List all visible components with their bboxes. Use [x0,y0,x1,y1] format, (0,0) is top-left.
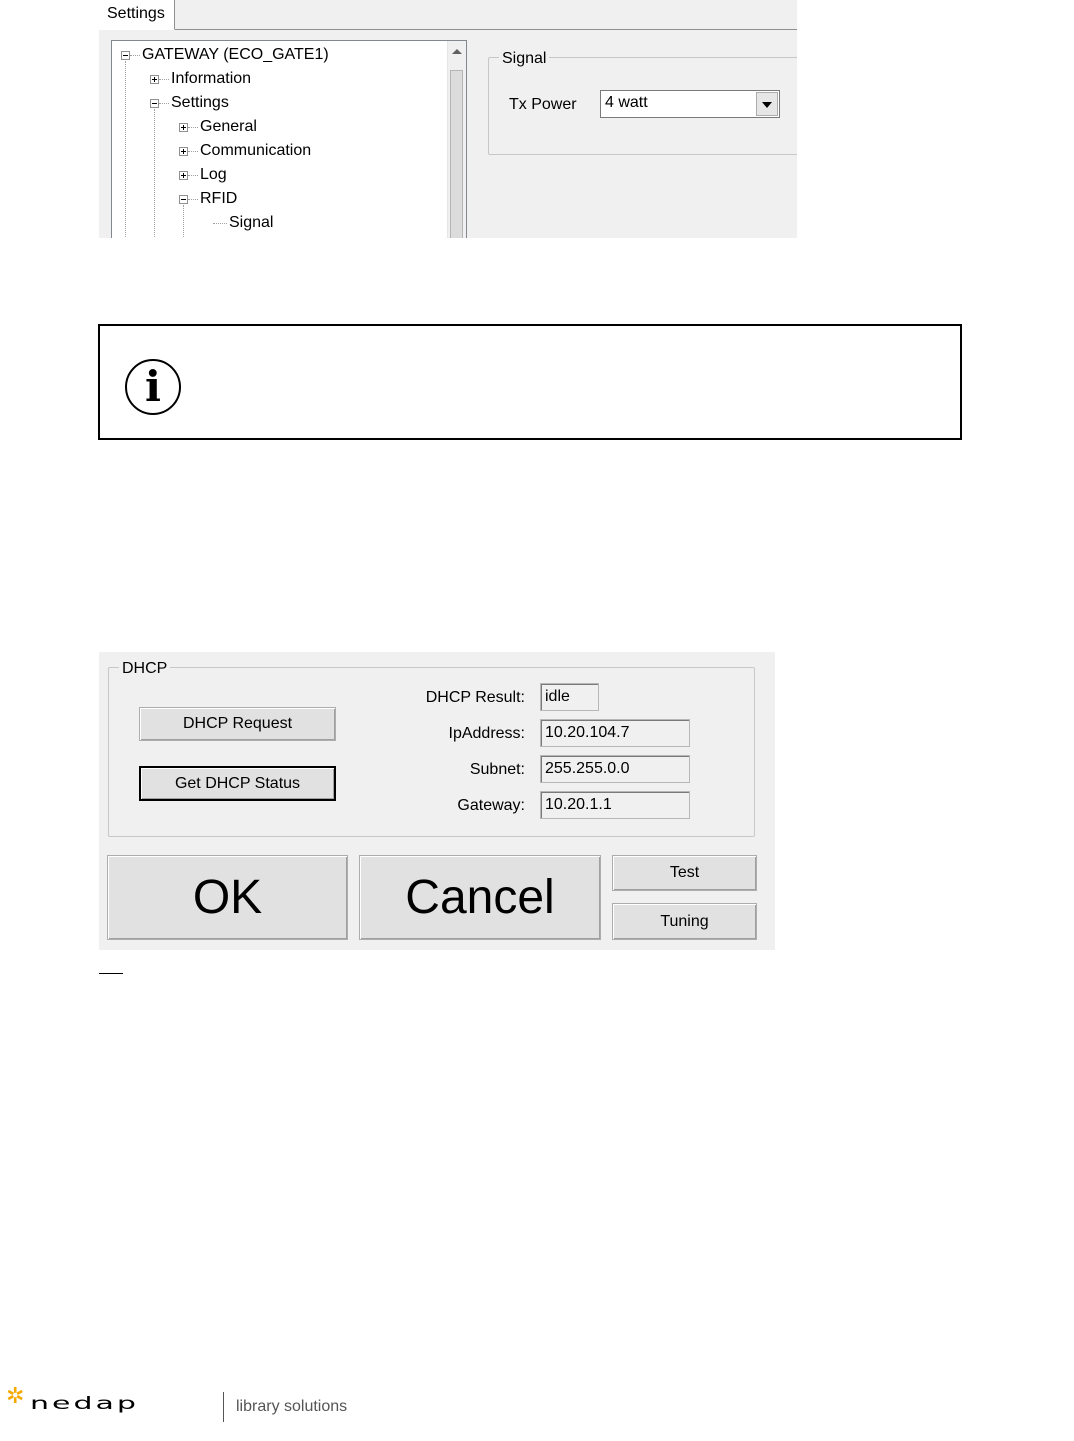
tab-divider [175,29,797,30]
dhcp-result-label: DHCP Result: [425,689,525,706]
scroll-thumb[interactable] [450,70,463,238]
tree-line [154,109,155,238]
logo-separator [223,1392,224,1422]
tx-power-label: Tx Power [509,96,577,113]
tx-power-select[interactable] [600,90,780,118]
expand-icon[interactable] [179,147,188,156]
tree-item-general[interactable]: General [200,118,257,135]
settings-tree [111,40,467,238]
logo-tagline: library solutions [236,1398,348,1415]
tree-line [188,199,198,200]
tree-line [125,61,126,238]
info-note-box [98,324,962,440]
test-button[interactable]: Test [612,855,757,891]
collapse-icon[interactable] [121,51,130,60]
tree-item-settings[interactable]: Settings [171,94,229,111]
tree-scrollbar[interactable] [447,41,466,238]
chevron-down-icon[interactable] [756,92,778,116]
gateway-label: Gateway: [457,797,525,814]
caption-underline [99,973,123,974]
tree-line [130,55,140,56]
tree-line [188,175,198,176]
expand-icon[interactable] [179,171,188,180]
dhcp-group-title: DHCP [119,660,170,678]
expand-icon[interactable] [150,75,159,84]
ok-button[interactable]: OK [107,855,348,940]
subnet-field: 255.255.0.0 [540,755,690,783]
nedap-star-icon: ✲ [6,1383,25,1408]
dhcp-request-button[interactable]: DHCP Request [139,707,336,741]
tree-item-rfid[interactable]: RFID [200,190,238,207]
tree-line [188,127,198,128]
tree-line [213,223,227,224]
collapse-icon[interactable] [150,99,159,108]
tree-item-log[interactable]: Log [200,166,227,183]
tree-line [188,151,198,152]
signal-group-title: Signal [499,50,549,68]
tree-item-communication[interactable]: Communication [200,142,312,159]
collapse-icon[interactable] [179,195,188,204]
nedap-logo: nedap [30,1394,139,1414]
cancel-button[interactable]: Cancel [359,855,601,940]
ip-address-field: 10.20.104.7 [540,719,690,747]
info-icon: i [125,359,181,415]
tree-item-signal[interactable]: Signal [229,214,274,231]
gateway-field: 10.20.1.1 [540,791,690,819]
tab-settings[interactable]: Settings [99,0,175,30]
tree-line [159,103,169,104]
tuning-button[interactable]: Tuning [612,903,757,940]
tree-line [183,205,184,238]
dhcp-screenshot [99,652,775,950]
ip-address-label: IpAddress: [448,725,525,742]
tree-item-information[interactable]: Information [171,70,252,87]
tree-line [159,79,169,80]
tx-power-value: 4 watt [605,94,648,111]
expand-icon[interactable] [179,123,188,132]
get-dhcp-status-button[interactable]: Get DHCP Status [139,766,336,801]
settings-screenshot [99,0,797,238]
tree-item-gateway[interactable]: GATEWAY (ECO_GATE1) [142,46,329,63]
subnet-label: Subnet: [469,761,525,778]
scroll-up-icon[interactable] [452,49,462,54]
dhcp-result-field: idle [540,683,599,711]
